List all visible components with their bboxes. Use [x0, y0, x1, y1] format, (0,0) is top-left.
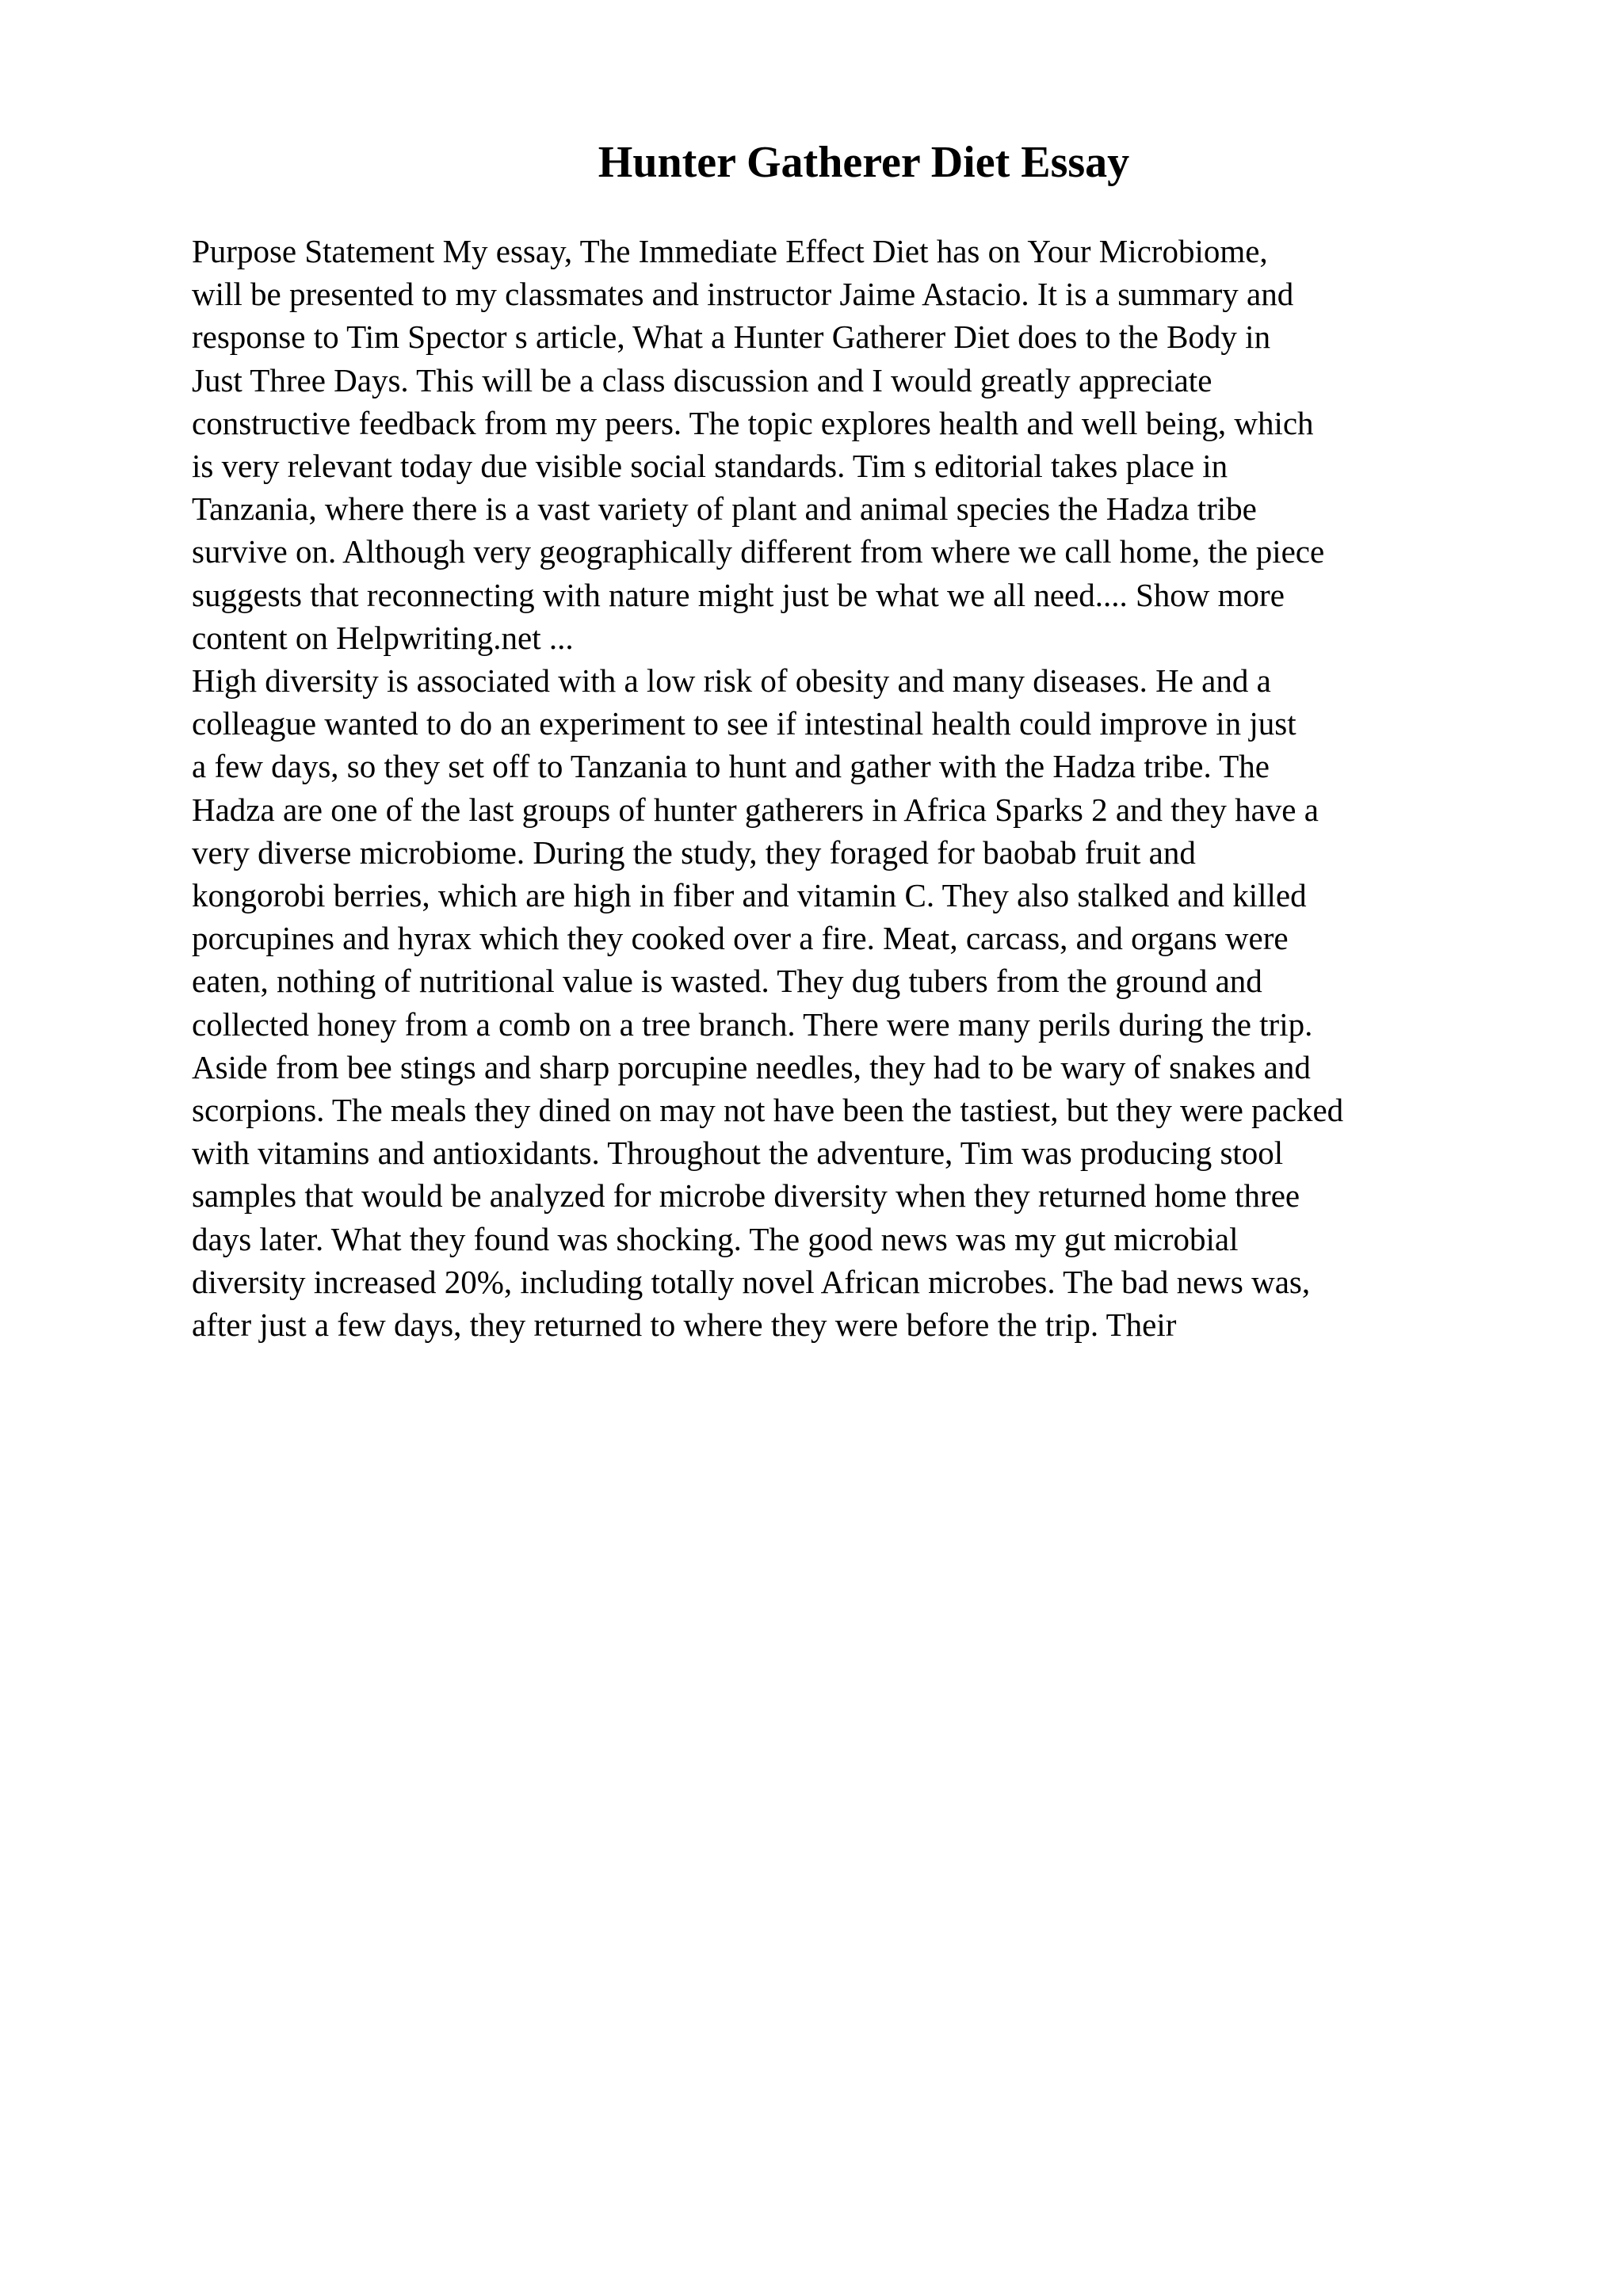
- essay-body: [192, 230, 1523, 1346]
- paragraph-diversity-study: High diversity is associated with a low risk of obesity and many diseases. He and a colleague wanted to do an experiment to see if intestinal health could improve in just a few days, so they set off to Tanzania to hunt and gather with the Hadza tribe. The Hadza are one of the last groups of hunter gatherers in Africa Sparks 2 and they have a very diverse microbiome. During the study, they foraged for baobab fruit and kongorobi berries, which are high in fiber and vitamin C. They also stalked and killed porcupines and hyrax which they cooked over a fire. Meat, carcass, and organs were eaten, nothing of nutritional value is wasted. They dug tubers from the ground and collected honey from a comb on a tree branch. There were many perils during the trip. Aside from bee stings and sharp porcupine needles, they had to be wary of snakes and scorpions. The meals they dined on may not have been the tastiest, but they were packed with vitamins and antioxidants. Throughout the adventure, Tim was producing stool samples that would be analyzed for microbe diversity when they returned home three days later. What they found was shocking. The good news was my gut microbial diversity increased 20%, including totally novel African microbes. The bad news was, after just a few days, they returned to where they were before the trip. Their: [192, 662, 1344, 1344]
- paragraph-purpose-statement: Purpose Statement My essay, The Immediate Effect Diet has on Your Microbiome, will be presented to my classmates and instructor Jaime Astacio. It is a summary and response to Tim Spector s article, What a Hunter Gatherer Diet does to the Body in Just Three Days. This will be a class discussion and I would greatly appreciate constructive feedback from my peers. The topic explores health and well being, which is very relevant today due visible social standards. Tim s editorial takes place in Tanzania, where there is a vast variety of plant and animal species the Hadza tribe survive on. Although very geographically different from where we call home, the piece suggests that reconnecting with nature might just be what we all need.... Show more content on Helpwriting.net ...: [192, 233, 1325, 656]
- page-title: Hunter Gatherer Diet Essay: [598, 138, 1130, 187]
